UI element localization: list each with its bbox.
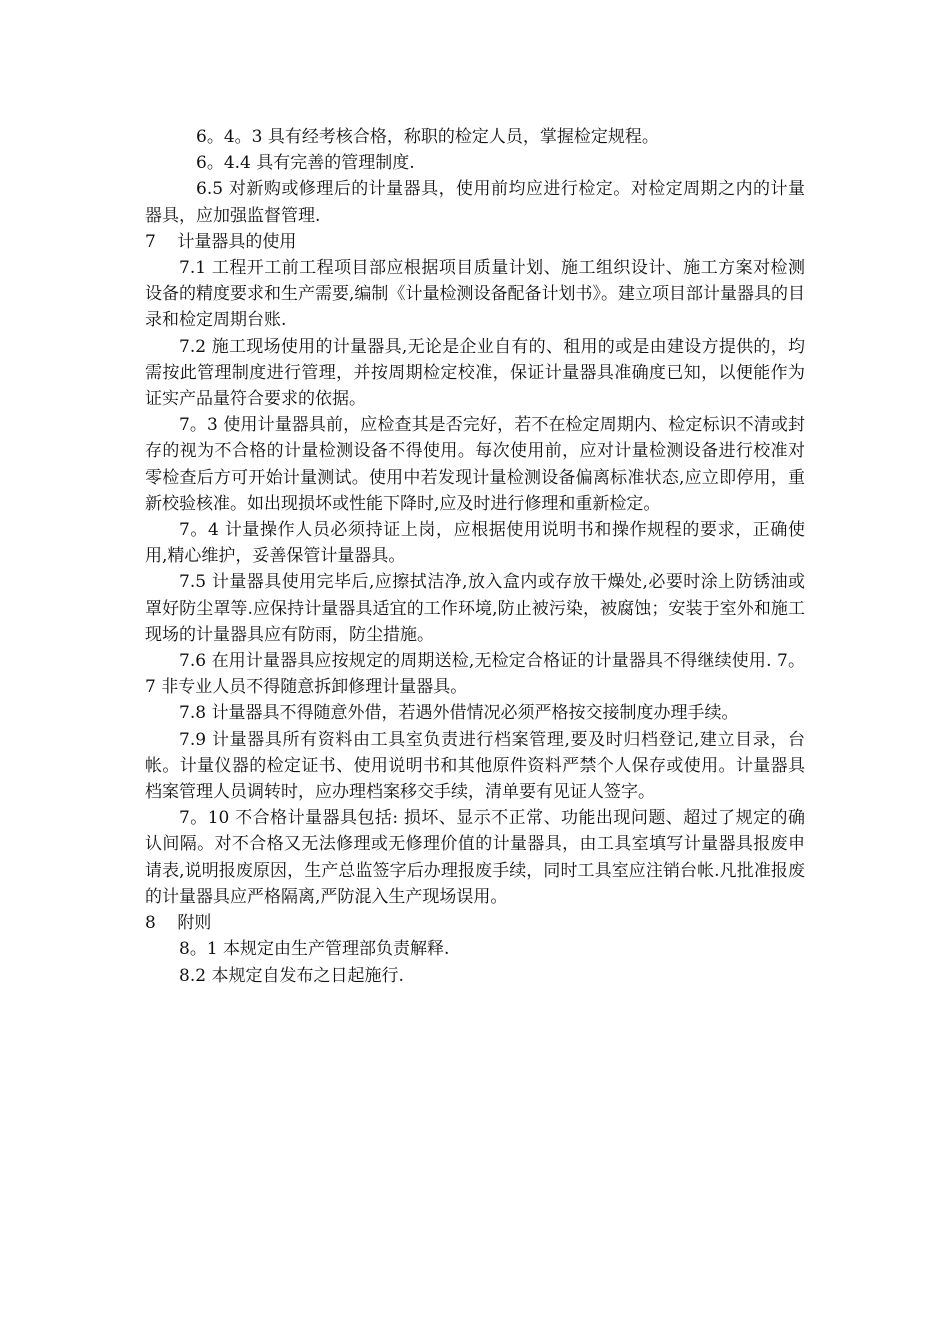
section-heading-7: 7 计量器具的使用 (145, 231, 297, 252)
paragraph-7-5: 7.5 计量器具使用完毕后,应擦拭洁净,放入盒内或存放干燥处,必要时涂上防锈油或罩好防尘罩等.应保持计量器具适宜的工作环境,防止被污染，被腐蚀；安装于室外和施工现场的计量器具应有防雨，防尘措施。 (145, 572, 805, 645)
paragraph-7-1: 7.1 工程开工前工程项目部应根据项目质量计划、施工组织设计、施工方案对检测设备的精度要求和生产需要,编制《计量检测设备配备计划书》。建立项目部计量器具的目录和检定周期台账. (145, 258, 805, 331)
paragraph-6-4-3: 6。4。3 具有经考核合格，称职的检定人员，掌握检定规程。 (196, 127, 659, 147)
paragraph-6-5: 6.5 对新购或修理后的计量器具，使用前均应进行检定。对检定周期之内的计量器具，应加强监督管理. (145, 179, 805, 226)
paragraph-7-4: 7。4 计量操作人员必须持证上岗，应根据使用说明书和操作规程的要求，正确使用,精心维护，妥善保管计量器具。 (145, 520, 805, 567)
paragraph-7-9: 7.9 计量器具所有资料由工具室负责进行档案管理,要及时归档登记,建立目录，台帐。计量仪器的检定证书、使用说明书和其他原件资料严禁个人保存或使用。计量器具档案管理人员调转时，应办理档案移交手续，清单要有见证人签字。 (145, 729, 805, 803)
paragraph-7-3: 7。3 使用计量器具前，应检查其是否完好，若不在检定周期内、检定标识不清或封存的视为不合格的计量检测设备不得使用。每次使用前，应对计量检测设备进行校准对零检查后方可开始计量测试。使用中若发现计量检测设备偏离标准状态,应立即停用，重新校验核准。如出现损坏或性能下降时,应及时进行修理和重新检定。 (145, 415, 805, 514)
document-body (145, 124, 805, 989)
paragraph-8-1: 8。1 本规定由生产管理部负责解释. (179, 939, 450, 960)
paragraph-7-8: 7.8 计量器具不得随意外借，若遇外借情况必须严格按交接制度办理手续。 (179, 703, 739, 724)
paragraph-7-2: 7.2 施工现场使用的计量器具,无论是企业自有的、租用的或是由建设方提供的，均需按此管理制度进行管理，并按周期检定校准，保证计量器具准确度已知，以便能作为证实产品量符合要求的依据。 (145, 336, 805, 410)
section-heading-8: 8 附则 (145, 913, 212, 934)
paragraph-7-6: 7.6 在用计量器具应按规定的周期送检,无检定合格证的计量器具不得继续使用. 7。7 非专业人员不得随意拆卸修理计量器具。 (145, 651, 805, 698)
paragraph-8-2: 8.2 本规定自发布之日起施行. (179, 965, 404, 986)
paragraph-7-10: 7。10 不合格计量器具包括: 损坏、显示不正常、功能出现问题、超过了规定的确认间隔。对不合格又无法修理或无修理价值的计量器具，由工具室填写计量器具报废申请表,说明报废原因，生产总监签字后办理报废手续，同时工具室应注销台帐.凡批准报废的计量器具应严格隔离,严防混入生产现场误用。 (145, 808, 805, 907)
paragraph-6-4-4: 6。4.4 具有完善的管理制度. (196, 153, 415, 174)
